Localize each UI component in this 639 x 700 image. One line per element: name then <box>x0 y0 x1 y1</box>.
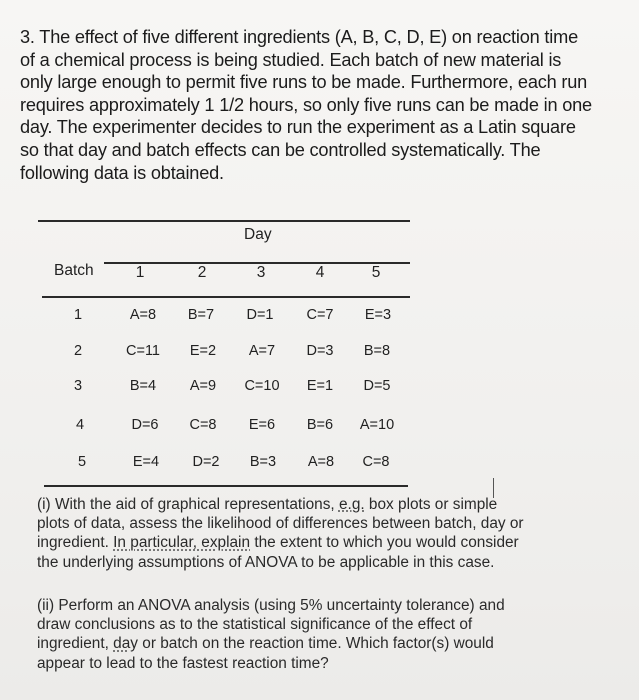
table-cell: E=3 <box>364 307 392 323</box>
column-header-rule <box>42 296 410 298</box>
day-column-header: 4 <box>315 264 325 281</box>
table-cell: E=2 <box>189 343 217 359</box>
batch-number: 1 <box>73 307 83 323</box>
grammar-flag: day <box>113 635 138 653</box>
day-column-header: 2 <box>197 264 207 281</box>
day-column-header: 5 <box>371 264 381 281</box>
batch-number: 5 <box>77 454 87 470</box>
question-two <box>37 596 597 673</box>
table-cell: A=8 <box>307 454 335 470</box>
question-text: ingredient, <box>37 635 114 653</box>
table-cell: A=9 <box>189 378 217 394</box>
day-column-header: 1 <box>135 264 145 281</box>
table-cell: B=7 <box>187 307 215 323</box>
question-line <box>37 533 597 552</box>
table-cell: D=5 <box>363 378 391 394</box>
batch-header: Batch <box>54 262 94 279</box>
statement-line: of a chemical process is being studied. Each batch of new material is <box>20 49 562 70</box>
day-column-header: 3 <box>256 264 266 281</box>
table-cell: C=11 <box>126 343 160 359</box>
table-cell: E=4 <box>132 454 160 470</box>
table-cell: D=6 <box>131 417 159 433</box>
table-cell: A=8 <box>129 307 157 323</box>
question-line: plots of data, assess the likelihood of differences between batch, day or <box>37 515 524 533</box>
table-cell: C=8 <box>189 417 217 433</box>
question-line: draw conclusions as to the statistical significance of the effect of <box>37 616 473 634</box>
table-cell: B=4 <box>129 378 157 394</box>
question-line <box>37 634 597 653</box>
table-cell: D=3 <box>306 343 334 359</box>
table-cell: D=2 <box>192 454 220 470</box>
question-line <box>37 495 597 514</box>
table-cell: A=10 <box>359 417 395 433</box>
table-cell: B=8 <box>363 343 391 359</box>
batch-number: 4 <box>75 417 85 433</box>
spelling-flag: e.g. <box>338 496 365 513</box>
question-text: the extent to which you would consider <box>250 534 519 552</box>
statement-line: only large enough to permit five runs to be made. Furthermore, each run <box>20 72 588 93</box>
table-cell: D=1 <box>246 307 274 323</box>
table-cell: E=1 <box>306 378 334 394</box>
statement-line: following data is obtained. <box>20 162 224 183</box>
table-top-rule <box>38 220 410 222</box>
batch-number: 3 <box>73 378 83 394</box>
table-cell: B=3 <box>249 454 277 470</box>
statement-line: day. The experimenter decides to run the experiment as a Latin square <box>20 117 576 138</box>
table-cell: A=7 <box>248 343 276 359</box>
question-text: (i) With the aid of graphical representations, <box>37 496 339 513</box>
statement-line: requires approximately 1 1/2 hours, so only five runs can be made in one <box>20 94 592 115</box>
question-line: appear to lead to the fastest reaction time? <box>37 654 329 672</box>
question-text: box plots or simple <box>364 496 498 513</box>
question-line: (ii) Perform an ANOVA analysis (using 5% uncertainty tolerance) and <box>37 597 505 614</box>
table-cell: C=7 <box>306 307 334 323</box>
table-cell: C=10 <box>244 378 280 394</box>
table-cell: E=6 <box>248 417 276 433</box>
statement-line: so that day and batch effects can be controlled systematically. The <box>20 139 541 160</box>
question-one <box>37 495 597 572</box>
day-header: Day <box>244 226 272 243</box>
question-text: or batch on the reaction time. Which factor(s) would <box>137 635 494 653</box>
question-line: the underlying assumptions of ANOVA to be applicable in this case. <box>37 553 495 571</box>
table-cell: C=8 <box>362 454 390 470</box>
table-cell: B=6 <box>306 417 334 433</box>
statement-line: 3. The effect of five different ingredients (A, B, C, D, E) on reaction time <box>20 27 578 47</box>
batch-number: 2 <box>73 343 83 359</box>
grammar-flag: In particular, explain <box>113 534 251 552</box>
question-text: ingredient. <box>37 534 114 552</box>
table-bottom-rule <box>44 485 408 487</box>
